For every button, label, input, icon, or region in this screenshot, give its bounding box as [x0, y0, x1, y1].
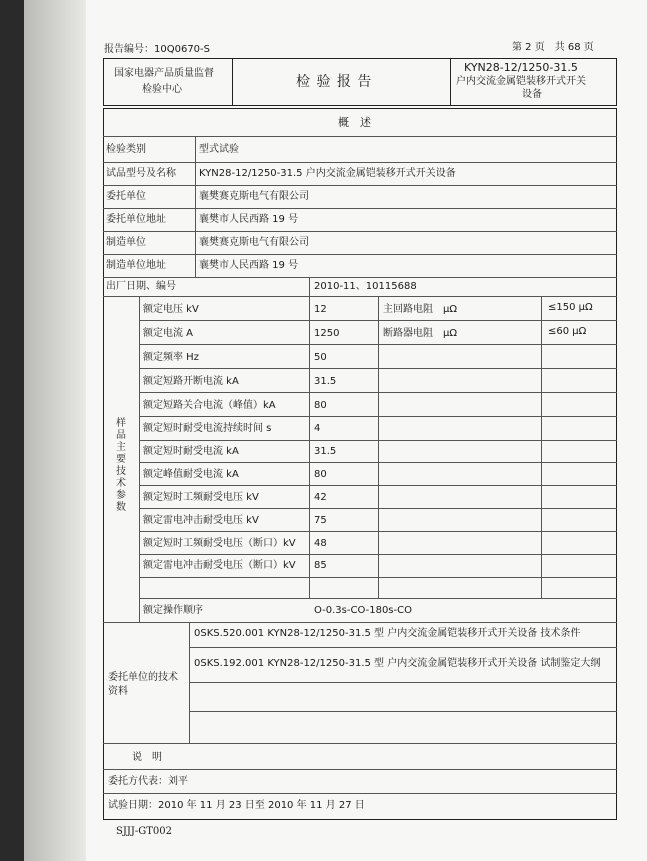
test-date: 试验日期：2010 年 11 月 23 日至 2010 年 11 月 27 日 — [108, 800, 365, 811]
operation-sequence-value: O-0.3s-CO-180s-CO — [314, 605, 412, 616]
resistance-main-circuit-value: ≤150 μΩ — [548, 302, 593, 313]
header-desc-line2: 设备 — [522, 89, 542, 100]
row-value-manufacturer-address: 襄樊市人民西路 19 号 — [199, 260, 299, 271]
row-value-client-address: 襄樊市人民西路 19 号 — [199, 214, 299, 225]
row-label-manufacturer: 制造单位 — [106, 237, 146, 248]
param-name: 额定短时工频耐受电压 kV — [143, 492, 259, 503]
overview-table — [103, 108, 617, 820]
param-value: 80 — [314, 469, 327, 480]
client-doc-item: 0SKS.520.001 KYN28-12/1250-31.5 型 户内交流金属铠装移开式开关设备 技术条件 — [194, 628, 581, 639]
param-value: 80 — [314, 400, 327, 411]
page-info: 第 2 页 共 68 页 — [512, 42, 594, 53]
row-label-sample-model: 试品型号及名称 — [106, 168, 176, 179]
param-value: 31.5 — [314, 446, 337, 457]
org-name-line2: 检验中心 — [142, 84, 182, 95]
operation-sequence-name: 额定操作顺序 — [143, 605, 203, 616]
params-section-char: 技 — [116, 466, 126, 477]
factory-value: 2010-11、10115688 — [314, 281, 417, 292]
param-name: 额定雷电冲击耐受电压 kV — [143, 515, 259, 526]
param-value: 4 — [314, 423, 321, 434]
param-value: 42 — [314, 492, 327, 503]
param-name: 额定峰值耐受电流 kA — [143, 469, 239, 480]
resistance-breaker-value: ≤60 μΩ — [548, 326, 587, 337]
params-section-char: 参 — [116, 490, 126, 501]
param-name: 额定短时耐受电流 kA — [143, 446, 239, 457]
report-number: 报告编号：10Q0670-S — [104, 44, 211, 55]
client-docs-label-line2: 资料 — [108, 686, 128, 697]
param-name: 额定短路关合电流（峰值）kA — [143, 400, 276, 411]
remark-label: 说 明 — [132, 752, 162, 763]
params-section-char: 主 — [116, 442, 126, 453]
report-header — [103, 58, 617, 106]
row-label-test-category: 检验类别 — [106, 144, 146, 155]
param-value: 85 — [314, 560, 327, 571]
org-name-line1: 国家电器产品质量监督 — [114, 68, 214, 79]
client-doc-item: 0SKS.192.001 KYN28-12/1250-31.5 型 户内交流金属铠装移开式开关设备 试制鉴定大纲 — [194, 658, 601, 669]
params-section-char: 术 — [116, 478, 126, 489]
row-value-manufacturer: 襄樊赛克斯电气有限公司 — [199, 237, 309, 248]
row-value-test-category: 型式试验 — [199, 144, 239, 155]
param-name: 额定电压 kV — [143, 304, 199, 315]
param-value: 1250 — [314, 328, 340, 339]
header-desc-line1: 户内交流金属铠装移开式开关 — [456, 76, 586, 87]
scan-gutter — [24, 0, 86, 861]
param-name: 额定短时耐受电流持续时间 s — [143, 423, 272, 434]
row-value-client: 襄樊赛克斯电气有限公司 — [199, 191, 309, 202]
params-section-char: 品 — [116, 430, 126, 441]
resistance-main-circuit-name: 主回路电阻 μΩ — [383, 304, 458, 315]
param-value: 31.5 — [314, 376, 337, 387]
param-name: 额定雷电冲击耐受电压（断口）kV — [143, 560, 296, 571]
row-label-client-address: 委托单位地址 — [106, 214, 166, 225]
params-section-char: 要 — [116, 454, 126, 465]
row-label-client: 委托单位 — [106, 191, 146, 202]
row-label-manufacturer-address: 制造单位地址 — [106, 260, 166, 271]
param-name: 额定频率 Hz — [143, 352, 199, 363]
param-value: 50 — [314, 352, 327, 363]
client-representative: 委托方代表：刘平 — [108, 776, 188, 787]
overview-title: 概 述 — [338, 116, 371, 129]
param-name: 额定短路开断电流 kA — [143, 376, 239, 387]
client-docs-label-line1: 委托单位的技术 — [108, 672, 178, 683]
scan-shadow — [0, 0, 24, 861]
report-title: 检 验 报 告 — [296, 74, 373, 90]
row-value-sample-model: KYN28-12/1250-31.5 户内交流金属铠装移开式开关设备 — [199, 168, 456, 179]
param-value: 12 — [314, 304, 327, 315]
params-section-char: 数 — [116, 502, 126, 513]
form-code: SJJJ-GT002 — [116, 826, 173, 837]
param-value: 75 — [314, 515, 327, 526]
resistance-breaker-name: 断路器电阻 μΩ — [383, 328, 458, 339]
params-section-char: 样 — [116, 418, 126, 429]
param-name: 额定电流 A — [143, 328, 194, 339]
header-model: KYN28-12/1250-31.5 — [464, 61, 578, 74]
factory-label: 出厂日期、编号 — [106, 281, 176, 292]
param-name: 额定短时工频耐受电压（断口）kV — [143, 538, 296, 549]
param-value: 48 — [314, 538, 327, 549]
